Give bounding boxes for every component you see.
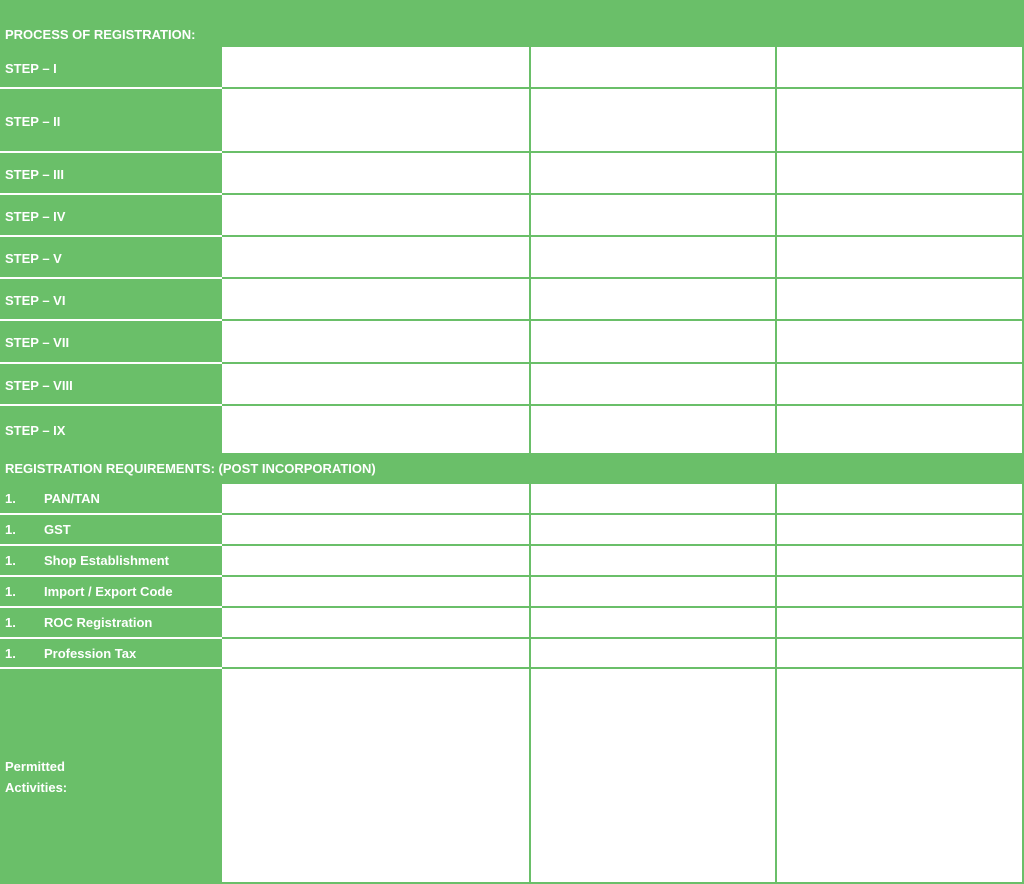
step-7-label: STEP – VII	[5, 335, 70, 350]
requirement-separator	[0, 513, 222, 515]
requirement-number: 1.	[5, 553, 16, 568]
column-divider	[529, 47, 531, 453]
requirement-number: 1.	[5, 615, 16, 630]
grid-line	[222, 637, 1024, 639]
step-cell[interactable]	[531, 47, 775, 87]
step-separator	[0, 404, 222, 406]
step-separator	[0, 151, 222, 153]
step-4-label: STEP – IV	[5, 209, 66, 224]
grid-line	[222, 151, 1024, 153]
requirement-profession-tax: Profession Tax	[44, 646, 137, 661]
requirement-number: 1.	[5, 522, 16, 537]
requirement-separator	[0, 637, 222, 639]
grid-line	[222, 606, 1024, 608]
step-9-label: STEP – IX	[5, 423, 66, 438]
requirement-separator	[0, 544, 222, 546]
permitted-activities-cell[interactable]	[777, 669, 1022, 882]
requirement-gst: GST	[44, 522, 71, 537]
permitted-activities-cell[interactable]	[222, 669, 529, 882]
requirement-number: 1.	[5, 491, 16, 506]
step-3-label: STEP – III	[5, 167, 65, 182]
step-separator	[0, 193, 222, 195]
step-cell[interactable]	[777, 47, 1022, 87]
step-separator	[0, 319, 222, 321]
step-cell[interactable]	[222, 47, 529, 87]
step-5-label: STEP – V	[5, 251, 62, 266]
grid-line	[222, 235, 1024, 237]
permitted-activities-label-line1: Permitted	[5, 759, 65, 774]
permitted-activities-label-line2: Activities:	[5, 780, 68, 795]
step-6-label: STEP – VI	[5, 293, 66, 308]
permitted-activities-cell[interactable]	[531, 669, 775, 882]
grid-line	[222, 319, 1024, 321]
requirement-import-export-code: Import / Export Code	[44, 584, 173, 599]
grid-line	[222, 277, 1024, 279]
requirement-pan-tan: PAN/TAN	[44, 491, 100, 506]
step-separator	[0, 87, 222, 89]
step-8-label: STEP – VIII	[5, 378, 73, 393]
step-1-label: STEP – I	[5, 61, 57, 76]
requirements-title: REGISTRATION REQUIREMENTS: (POST INCORPORATION)	[5, 461, 376, 476]
step-separator	[0, 235, 222, 237]
grid-line	[222, 404, 1024, 406]
column-divider	[775, 47, 777, 453]
step-separator	[0, 277, 222, 279]
step-2-label: STEP – II	[5, 114, 61, 129]
grid-line	[222, 193, 1024, 195]
grid-line	[222, 513, 1024, 515]
grid-line	[222, 544, 1024, 546]
requirement-separator	[0, 575, 222, 577]
requirement-number: 1.	[5, 646, 16, 661]
requirement-separator	[0, 606, 222, 608]
requirement-shop-establishment: Shop Establishment	[44, 553, 169, 568]
requirement-number: 1.	[5, 584, 16, 599]
grid-line	[222, 87, 1024, 89]
grid-line	[222, 362, 1024, 364]
step-separator	[0, 362, 222, 364]
grid-line	[222, 575, 1024, 577]
requirement-roc-registration: ROC Registration	[44, 615, 153, 630]
process-title: PROCESS OF REGISTRATION:	[5, 27, 196, 42]
